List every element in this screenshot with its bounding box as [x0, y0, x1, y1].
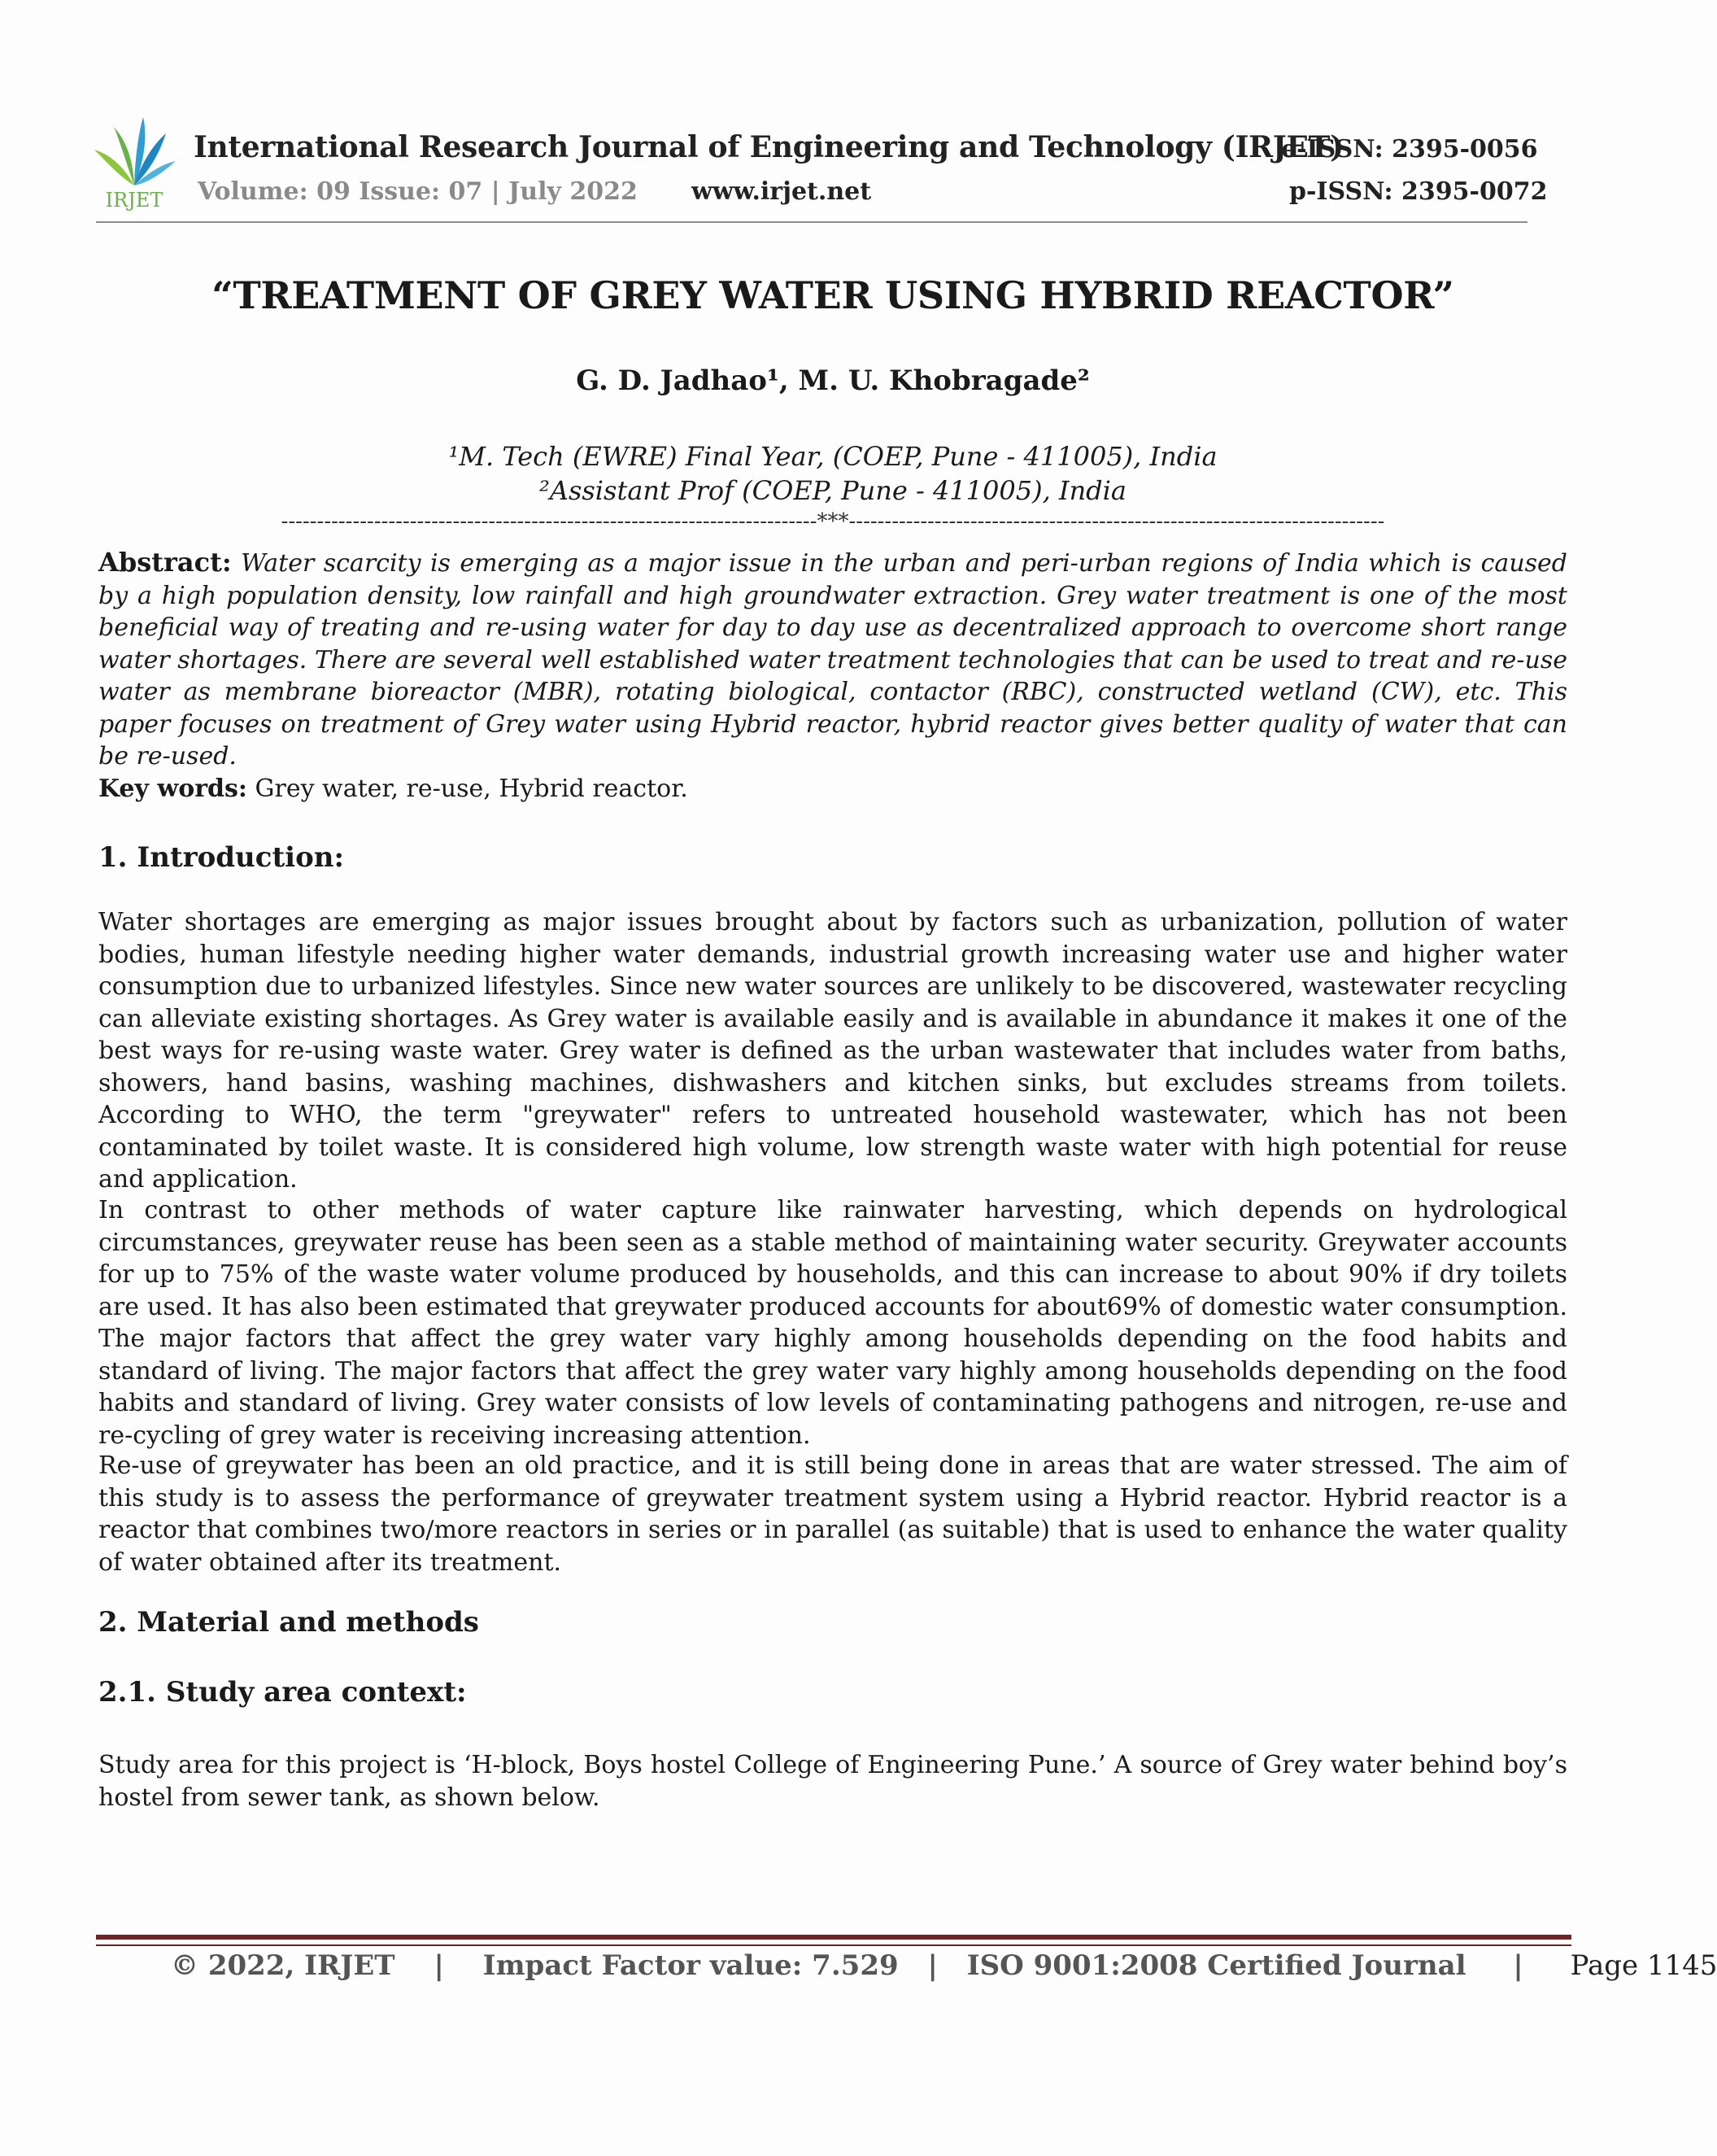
footer-iso: ISO 9001:2008 Certified Journal — [966, 1949, 1466, 1982]
volume-issue: Volume: 09 Issue: 07 | July 2022 — [198, 177, 638, 206]
footer-copyright: © 2022, IRJET — [171, 1949, 395, 1982]
footer-divider: | — [1513, 1949, 1523, 1982]
e-issn: e-ISSN: 2395-0056 — [1281, 135, 1538, 164]
journal-title: International Research Journal of Engineering and Technology (IRJET) — [194, 130, 1344, 164]
page-footer — [171, 1949, 1717, 1982]
paper-title: “TREATMENT OF GREY WATER USING HYBRID REACTOR” — [211, 273, 1454, 317]
paper-authors: G. D. Jadhao¹, M. U. Khobragade² — [576, 364, 1090, 397]
abstract-label: Abstract: — [98, 547, 232, 578]
intro-paragraph-2: In contrast to other methods of water capture like rainwater harvesting, which depends on hydrological circumstances, greywater reuse has been seen as a stable method of maintaining water security. Greywater accounts for up to 75% of the waste water volume produced by households, and this can increase to about 90% if dry toilets are used. It has also been estimated that greywater produced accounts for about69% of domestic water consumption. The major factors that affect the grey water vary highly among households depending on the food habits and standard of living. The major factors that affect the grey water vary highly among households depending on the food habits and standard of living. Grey water consists of low levels of contaminating pathogens and nitrogen, re-use and re-cycling of grey water is receiving increasing attention. — [98, 1196, 1567, 1450]
study-area-heading: 2.1. Study area context: — [98, 1676, 467, 1709]
header-divider — [96, 221, 1527, 223]
material-methods-heading: 2. Material and methods — [98, 1606, 479, 1639]
footer-rule-thin — [96, 1944, 1571, 1946]
p-issn: p-ISSN: 2395-0072 — [1289, 177, 1548, 206]
footer-page-number: Page 1145 — [1570, 1949, 1717, 1982]
irjet-logo — [89, 114, 179, 212]
abstract-text: Water scarcity is emerging as a major issue in the urban and peri-urban regions of India which is caused by a high population density, low rainfall and high groundwater extraction. Grey water treatment is one of the most beneficial way of treating and re-using water for day to day use as decentralized approach to overcome short range water shortages. There are several well established water treatment technologies that can be used to treat and re-use water as membrane bioreactor (MBR), rotating biological, contactor (RBC), constructed wetland (CW), etc. This paper focuses on treatment of Grey water using Hybrid reactor, hybrid reactor gives better quality of water that can be re-used. — [98, 549, 1567, 770]
intro-paragraph-3: Re-use of greywater has been an old practice, and it is still being done in areas that are water stressed. The aim of this study is to assess the performance of greywater treatment system using a Hybrid reactor. Hybrid reactor is a reactor that combines two/more reactors in series or in parallel (as suitable) that is used to enhance the water quality of water obtained after its treatment. — [98, 1451, 1567, 1577]
keywords — [98, 773, 1567, 805]
affiliation-1: ¹M. Tech (EWRE) Final Year, (COEP, Pune - 411005), India — [448, 441, 1218, 472]
keywords-text: Grey water, re-use, Hybrid reactor. — [255, 775, 688, 803]
footer-impact-factor: Impact Factor value: 7.529 — [482, 1949, 899, 1982]
affiliation-2: ²Assistant Prof (COEP, Pune - 411005), India — [539, 475, 1127, 506]
intro-paragraph-1: Water shortages are emerging as major issues brought about by factors such as urbanization, pollution of water bodies, human lifestyle needing higher water demands, industrial growth increasing water use and higher water consumption due to urbanized lifestyles. Since new water sources are unlikely to be discovered, wastewater recycling can alleviate existing shortages. As Grey water is available easily and is available in abundance it makes it one of the best ways for re-using waste water. Grey water is defined as the urban wastewater that includes water from baths, showers, hand basins, washing machines, dishwashers and kitchen sinks, but excludes streams from toilets. According to WHO, the term "greywater" refers to untreated household wastewater, which has not been contaminated by toilet waste. It is considered high volume, low strength waste water with high potential for reuse and application. — [98, 908, 1567, 1194]
keywords-label: Key words: — [98, 775, 247, 803]
footer-divider: | — [927, 1949, 938, 1982]
website-link[interactable]: www.irjet.net — [691, 177, 872, 206]
footer-rule-thick — [96, 1935, 1571, 1940]
logo-text: IRJET — [105, 189, 163, 212]
introduction-heading: 1. Introduction: — [98, 841, 345, 874]
study-area-paragraph: Study area for this project is ‘H-block, Boys hostel College of Engineering Pune.’ A source of Grey water behind boy’s hostel from sewer tank, as shown below. — [98, 1751, 1567, 1812]
abstract — [98, 547, 1567, 773]
footer-divider: | — [434, 1949, 444, 1982]
section-separator: ---------------------------------------------------------------------------***--------------------------------------------------------------------------- — [281, 509, 1385, 534]
